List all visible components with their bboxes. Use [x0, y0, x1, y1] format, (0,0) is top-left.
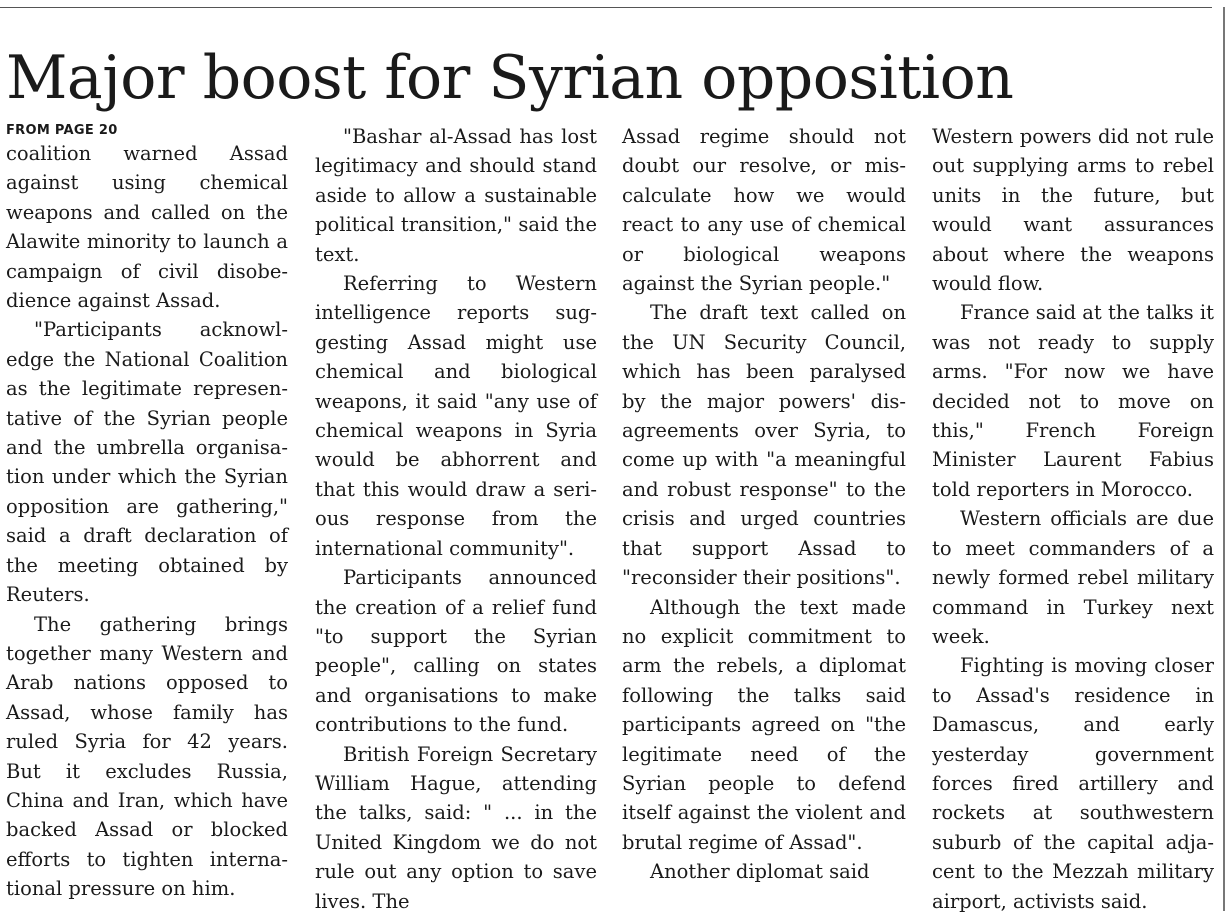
article-column-4	[932, 122, 1214, 916]
paragraph: France said at the talks it was not ready to supply arms. "For now we have decided not to move on this," French Foreign Minister Laurent Fabius told reporters in Morocco.	[932, 301, 1214, 501]
paragraph: The draft text called on the UN Security Council, which has been paralysed by the major powers' disagreements over Syria, to come up with "a meaningful and robust response" to the crisis and urged countries that support Assad to "reconsider their positions".	[622, 301, 906, 590]
paragraph: Assad regime should not doubt our resolve, or miscalculate how we would react to any use of chemical or biological weapons against the Syrian people."	[622, 125, 906, 296]
paragraph: Another diplomat said	[650, 860, 870, 884]
paragraph: coalition warned Assad against using chemical weapons and called on the Alawite minority to launch a campaign of civil disobedience against Assad.	[6, 142, 288, 313]
article-column-3	[622, 122, 906, 887]
headline: Major boost for Syrian opposition	[6, 43, 1014, 113]
right-column-rule	[1223, 7, 1225, 911]
paragraph: Participants announced the creation of a relief fund "to support the Syrian people", calling on states and organisations to make contributions to the fund.	[315, 566, 597, 737]
paragraph: Referring to Western intelligence reports suggesting Assad might use chemical and biological weapons, it said "any use of chemical weapons in Syria would be abhorrent and that this would draw a serious response from the international community".	[315, 272, 597, 560]
continued-from-kicker: FROM PAGE 20	[6, 123, 118, 138]
paragraph: "Bashar al-Assad has lost legitimacy and should stand aside to allow a sustainable political transition," said the text.	[315, 125, 597, 266]
paragraph: The gathering brings together many Western and Arab nations opposed to Assad, whose family has ruled Syria for 42 years. But it excludes Russia, China and Iran, which have backed Assad or blocked efforts to tighten international pressure on him.	[6, 612, 288, 901]
paragraph: "Participants acknowledge the National Coalition as the legitimate representative of the Syrian people and the umbrella organisation under which the Syrian opposition are gathering," said a draft declaration of the meeting obtained by Reuters.	[6, 318, 288, 607]
paragraph: Fighting is moving closer to Assad's residence in Damascus, and early yesterday government forces fired artillery and rockets at southwestern suburb of the capital adjacent to the Mezzah military airport, activists said.	[932, 654, 1214, 913]
top-rule	[0, 7, 1212, 8]
paragraph: Although the text made no explicit commitment to arm the rebels, a diplomat following the talks said participants agreed on "the legitimate need of the Syrian people to defend itself against the violent and brutal regime of Assad".	[622, 595, 906, 854]
article-column-2	[315, 122, 597, 916]
article-column-1	[6, 122, 288, 904]
paragraph: Western powers did not rule out supplying arms to rebel units in the future, but would want assurances about where the weapons would flow.	[932, 125, 1214, 296]
paragraph: Western officials are due to meet commanders of a newly formed rebel military command in Turkey next week.	[932, 507, 1214, 648]
paragraph: British Foreign Secretary William Hague, attending the talks, said: " ... in the United Kingdom we do not rule out any option to save lives. The	[315, 742, 597, 913]
